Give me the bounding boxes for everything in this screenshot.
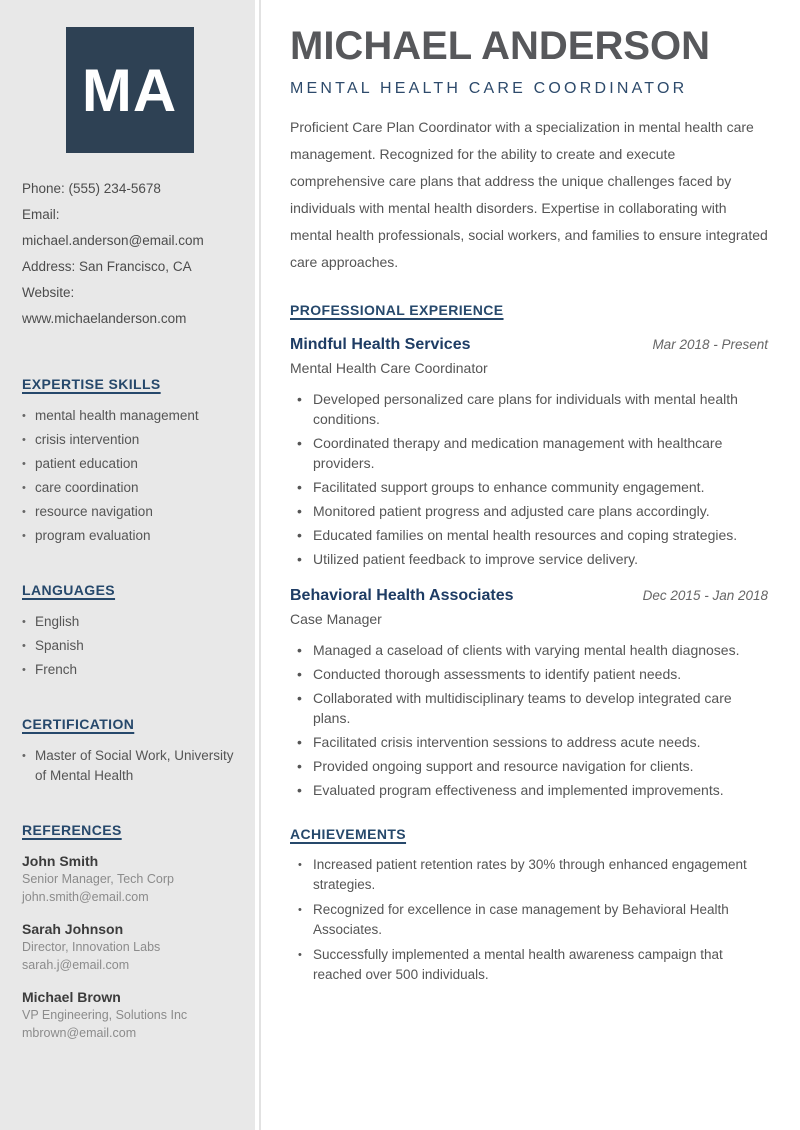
- achievement-bullet: • Recognized for excellence in case management by Behavioral Health Associates.: [290, 900, 768, 940]
- reference-entry: [22, 920, 237, 974]
- avatar-monogram: MA: [81, 56, 178, 124]
- reference-entry: [22, 852, 237, 906]
- job-bullet: • Coordinated therapy and medication management with healthcare providers.: [290, 433, 768, 473]
- job-role: Mental Health Care Coordinator: [290, 360, 488, 376]
- reference-name: Michael Brown: [22, 989, 121, 1005]
- job-header: [290, 587, 768, 605]
- section-title-references: REFERENCES: [22, 822, 122, 838]
- skill-item: • crisis intervention: [22, 430, 237, 450]
- skill-item: • mental health management: [22, 406, 237, 426]
- job-bullet: • Facilitated crisis intervention sessions to address acute needs.: [290, 732, 768, 752]
- reference-email: john.smith@email.com: [22, 889, 149, 904]
- job-header: [290, 336, 768, 354]
- section-title-achievements: ACHIEVEMENTS: [290, 826, 407, 842]
- skills-list: [22, 406, 237, 546]
- job-entry: [290, 587, 768, 800]
- job-bullet: • Facilitated support groups to enhance community engagement.: [290, 477, 768, 497]
- reference-email: sarah.j@email.com: [22, 957, 130, 972]
- certification-item: • Master of Social Work, University of Mental Health: [22, 746, 237, 786]
- job-bullet-list: [290, 640, 768, 800]
- candidate-title: MENTAL HEALTH CARE COORDINATOR: [290, 80, 688, 97]
- summary-paragraph: Proficient Care Plan Coordinator with a specialization in mental health care management. Recognized for the ability to create and execute comprehensive care plans that address the unique challenges faced by individuals with mental health disorders. Expertise in collaborating with mental health professionals, social workers, and families to ensure integrated care approaches.: [290, 119, 768, 270]
- language-item: • French: [22, 660, 237, 680]
- certification-list: [22, 746, 237, 786]
- job-bullet: • Managed a caseload of clients with varying mental health diagnoses.: [290, 640, 768, 660]
- job-bullet: • Provided ongoing support and resource navigation for clients.: [290, 756, 768, 776]
- skill-item: • resource navigation: [22, 502, 237, 522]
- reference-entry: [22, 988, 237, 1042]
- job-role: Case Manager: [290, 611, 382, 627]
- reference-name: John Smith: [22, 853, 99, 869]
- contact-email: Email: michael.anderson@email.com: [22, 207, 204, 248]
- job-bullet: • Utilized patient feedback to improve service delivery.: [290, 549, 768, 569]
- job-bullet: • Monitored patient progress and adjusted care plans accordingly.: [290, 501, 768, 521]
- skill-item: • care coordination: [22, 478, 237, 498]
- language-item: • Spanish: [22, 636, 237, 656]
- contact-website: Website: www.michaelanderson.com: [22, 285, 187, 326]
- achievements-list: [290, 855, 768, 985]
- main-content: [290, 0, 768, 985]
- contact-info: [22, 176, 237, 332]
- candidate-name: MICHAEL ANDERSON: [290, 24, 711, 68]
- job-company: Behavioral Health Associates: [290, 587, 514, 604]
- section-title-languages: LANGUAGES: [22, 582, 116, 598]
- reference-role: VP Engineering, Solutions Inc: [22, 1008, 188, 1022]
- job-bullet: • Evaluated program effectiveness and implemented improvements.: [290, 780, 768, 800]
- language-item: • English: [22, 612, 237, 632]
- job-bullet-list: [290, 389, 768, 569]
- sidebar-divider: [259, 0, 261, 1130]
- section-title-expertise-skills: EXPERTISE SKILLS: [22, 376, 161, 392]
- languages-list: [22, 612, 237, 680]
- sidebar: [0, 0, 255, 1130]
- reference-role: Senior Manager, Tech Corp: [22, 872, 174, 886]
- job-dates: Dec 2015 - Jan 2018: [642, 588, 768, 603]
- skill-item: • program evaluation: [22, 526, 237, 546]
- section-title-certification: CERTIFICATION: [22, 716, 135, 732]
- job-company: Mindful Health Services: [290, 336, 471, 353]
- job-bullet: • Conducted thorough assessments to identify patient needs.: [290, 664, 768, 684]
- job-bullet: • Educated families on mental health resources and coping strategies.: [290, 525, 768, 545]
- skill-item: • patient education: [22, 454, 237, 474]
- job-entry: [290, 336, 768, 569]
- job-dates: Mar 2018 - Present: [652, 337, 768, 352]
- reference-name: Sarah Johnson: [22, 921, 124, 937]
- contact-address: Address: San Francisco, CA: [22, 259, 192, 274]
- achievement-bullet: • Successfully implemented a mental health awareness campaign that reached over 500 individuals.: [290, 945, 768, 985]
- avatar: [66, 27, 194, 153]
- reference-email: mbrown@email.com: [22, 1025, 137, 1040]
- job-bullet: • Collaborated with multidisciplinary teams to develop integrated care plans.: [290, 688, 768, 728]
- job-bullet: • Developed personalized care plans for individuals with mental health conditions.: [290, 389, 768, 429]
- section-title-professional-experience: PROFESSIONAL EXPERIENCE: [290, 302, 504, 318]
- reference-role: Director, Innovation Labs: [22, 940, 161, 954]
- contact-phone: Phone: (555) 234-5678: [22, 181, 161, 196]
- achievement-bullet: • Increased patient retention rates by 30% through enhanced engagement strategies.: [290, 855, 768, 895]
